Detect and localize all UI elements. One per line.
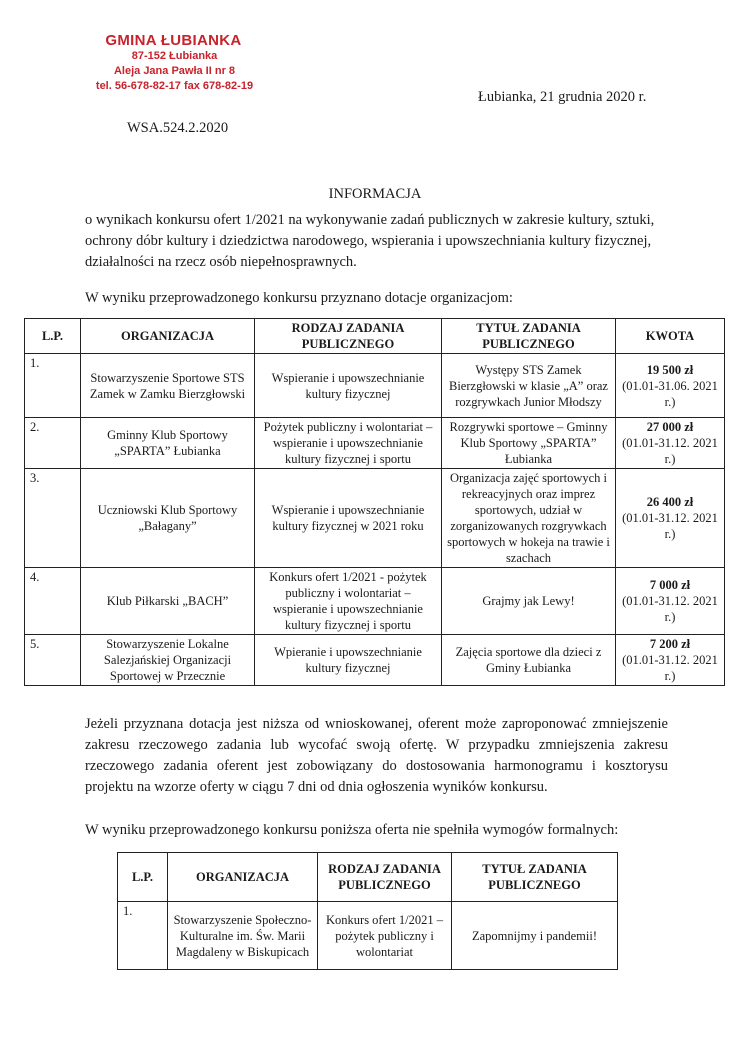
- rejected-table: [117, 852, 618, 970]
- header-lp: L.P.: [118, 853, 168, 902]
- cell-organization: Stowarzyszenie Lokalne Salezjańskiej Organizacji Sportowej w Przecznie: [81, 635, 255, 686]
- cell-organization: Stowarzyszenie Społeczno-Kulturalne im. Św. Marii Magdaleny w Biskupicach: [168, 902, 318, 970]
- cell-task-kind: Wspieranie i upowszechnianie kultury fizycznej w 2021 roku: [255, 469, 442, 568]
- table-row: [25, 568, 725, 635]
- header-amount: KWOTA: [616, 319, 725, 354]
- amount-value: 19 500 zł: [646, 362, 694, 377]
- cell-amount: [616, 635, 725, 686]
- stamp-phone: tel. 56-678-82-17 fax 678-82-19: [95, 80, 254, 92]
- place-date: Łubianka, 21 grudnia 2020 r.: [478, 89, 647, 105]
- rejected-lead: W wyniku przeprowadzonego konkursu poniższa oferta nie spełniła wymogów formalnych:: [85, 822, 619, 838]
- cell-task-kind: Konkurs ofert 1/2021 – pożytek publiczny i wolontariat: [318, 902, 452, 970]
- cell-task-title: Występy STS Zamek Bierzgłowski w klasie „A” oraz rozgrywkach Junior Młodszy: [442, 354, 616, 418]
- header-organization: ORGANIZACJA: [168, 853, 318, 902]
- cell-task-kind: Wspieranie i upowszechnianie kultury fizycznej: [255, 354, 442, 418]
- cell-lp: 1.: [25, 354, 81, 418]
- amount-period: (01.01-31.12. 2021 r.): [622, 511, 718, 541]
- table-row: [118, 902, 618, 970]
- document-title: INFORMACJA: [328, 186, 422, 202]
- header-task-title: TYTUŁ ZADANIA PUBLICZNEGO: [442, 319, 616, 354]
- cell-amount: [616, 469, 725, 568]
- grants-header-row: [25, 319, 725, 354]
- amount-period: (01.01-31.12. 2021 r.): [622, 436, 718, 466]
- cell-organization: Uczniowski Klub Sportowy „Bałagany”: [81, 469, 255, 568]
- amount-value: 7 200 zł: [649, 637, 691, 651]
- stamp-postal: 87-152 Łubianka: [131, 50, 218, 62]
- cell-lp: 4.: [25, 568, 81, 635]
- table-row: [25, 418, 725, 469]
- header-task-kind: RODZAJ ZADANIA PUBLICZNEGO: [318, 853, 452, 902]
- header-organization: ORGANIZACJA: [81, 319, 255, 354]
- cell-task-title: Organizacja zajęć sportowych i rekreacyjnych oraz imprez sportowych, udział w zorganizowanych rozgrywkach sportowych w hokeja na trawie i szachach: [442, 469, 616, 568]
- cell-organization: Klub Piłkarski „BACH”: [81, 568, 255, 635]
- grants-table: [24, 318, 725, 686]
- cell-amount: [616, 354, 725, 418]
- table-row: [25, 354, 725, 418]
- cell-amount: [616, 418, 725, 469]
- cell-task-kind: Wpieranie i upowszechnianie kultury fizycznej: [255, 635, 442, 686]
- amount-value: 27 000 zł: [646, 420, 694, 434]
- cell-task-title: Grajmy jak Lewy!: [442, 568, 616, 635]
- cell-lp: 3.: [25, 469, 81, 568]
- intro-paragraph: o wynikach konkursu ofert 1/2021 na wykonywanie zadań publicznych w zakresie kultury, sztuki, ochrony dóbr kultury i dziedzictwa narodowego, wspierania i upowszechniania kultury fizycznej, działalności na rzecz osób niepełnosprawnych.: [85, 212, 655, 270]
- cell-task-kind: Pożytek publiczny i wolontariat – wspieranie i upowszechnianie kultury fizycznej i sportu: [255, 418, 442, 469]
- cell-lp: 5.: [25, 635, 81, 686]
- amount-period: (01.01-31.12. 2021 r.): [622, 653, 718, 683]
- municipality-stamp: [92, 32, 257, 94]
- stamp-municipality-name: GMINA ŁUBIANKA: [105, 32, 242, 49]
- cell-amount: [616, 568, 725, 635]
- reduction-note: Jeżeli przyznana dotacja jest niższa od wnioskowanej, oferent może zaproponować zmniejszenie zakresu rzeczowego zadania lub wycofać swoją ofertę. W przypadku zmniejszenia zakresu rzeczowego zadania oferent jest zobowiązany do dostosowania harmonogramu i kosztorysu projektu na wzorze oferty w ciągu 7 dni od dnia ogłoszenia wyników konkursu.: [85, 716, 668, 795]
- cell-task-title: Zapomnijmy i pandemii!: [452, 902, 618, 970]
- table-row: [25, 635, 725, 686]
- cell-organization: Stowarzyszenie Sportowe STS Zamek w Zamku Bierzgłowski: [81, 354, 255, 418]
- cell-task-title: Zajęcia sportowe dla dzieci z Gminy Łubianka: [442, 635, 616, 686]
- amount-period: (01.01-31.12. 2021 r.): [622, 594, 718, 624]
- header-task-title: TYTUŁ ZADANIA PUBLICZNEGO: [452, 853, 618, 902]
- header-task-kind: RODZAJ ZADANIA PUBLICZNEGO: [255, 319, 442, 354]
- reference-number: WSA.524.2.2020: [127, 120, 229, 136]
- stamp-street: Aleja Jana Pawła II nr 8: [113, 65, 236, 77]
- grants-lead: W wyniku przeprowadzonego konkursu przyznano dotacje organizacjom:: [85, 290, 513, 306]
- amount-value: 26 400 zł: [646, 495, 694, 509]
- cell-lp: 2.: [25, 418, 81, 469]
- rejected-header-row: [118, 853, 618, 902]
- cell-lp: 1.: [118, 902, 168, 970]
- amount-value: 7 000 zł: [649, 578, 691, 592]
- amount-period: (01.01-31.06. 2021 r.): [622, 378, 718, 409]
- cell-organization: Gminny Klub Sportowy „SPARTA” Łubianka: [81, 418, 255, 469]
- cell-task-title: Rozgrywki sportowe – Gminny Klub Sportowy „SPARTA” Łubianka: [442, 418, 616, 469]
- cell-task-kind: Konkurs ofert 1/2021 - pożytek publiczny i wolontariat – wspieranie i upowszechnianie kultury fizycznej i sportu: [255, 568, 442, 635]
- header-lp: L.P.: [25, 319, 81, 354]
- table-row: [25, 469, 725, 568]
